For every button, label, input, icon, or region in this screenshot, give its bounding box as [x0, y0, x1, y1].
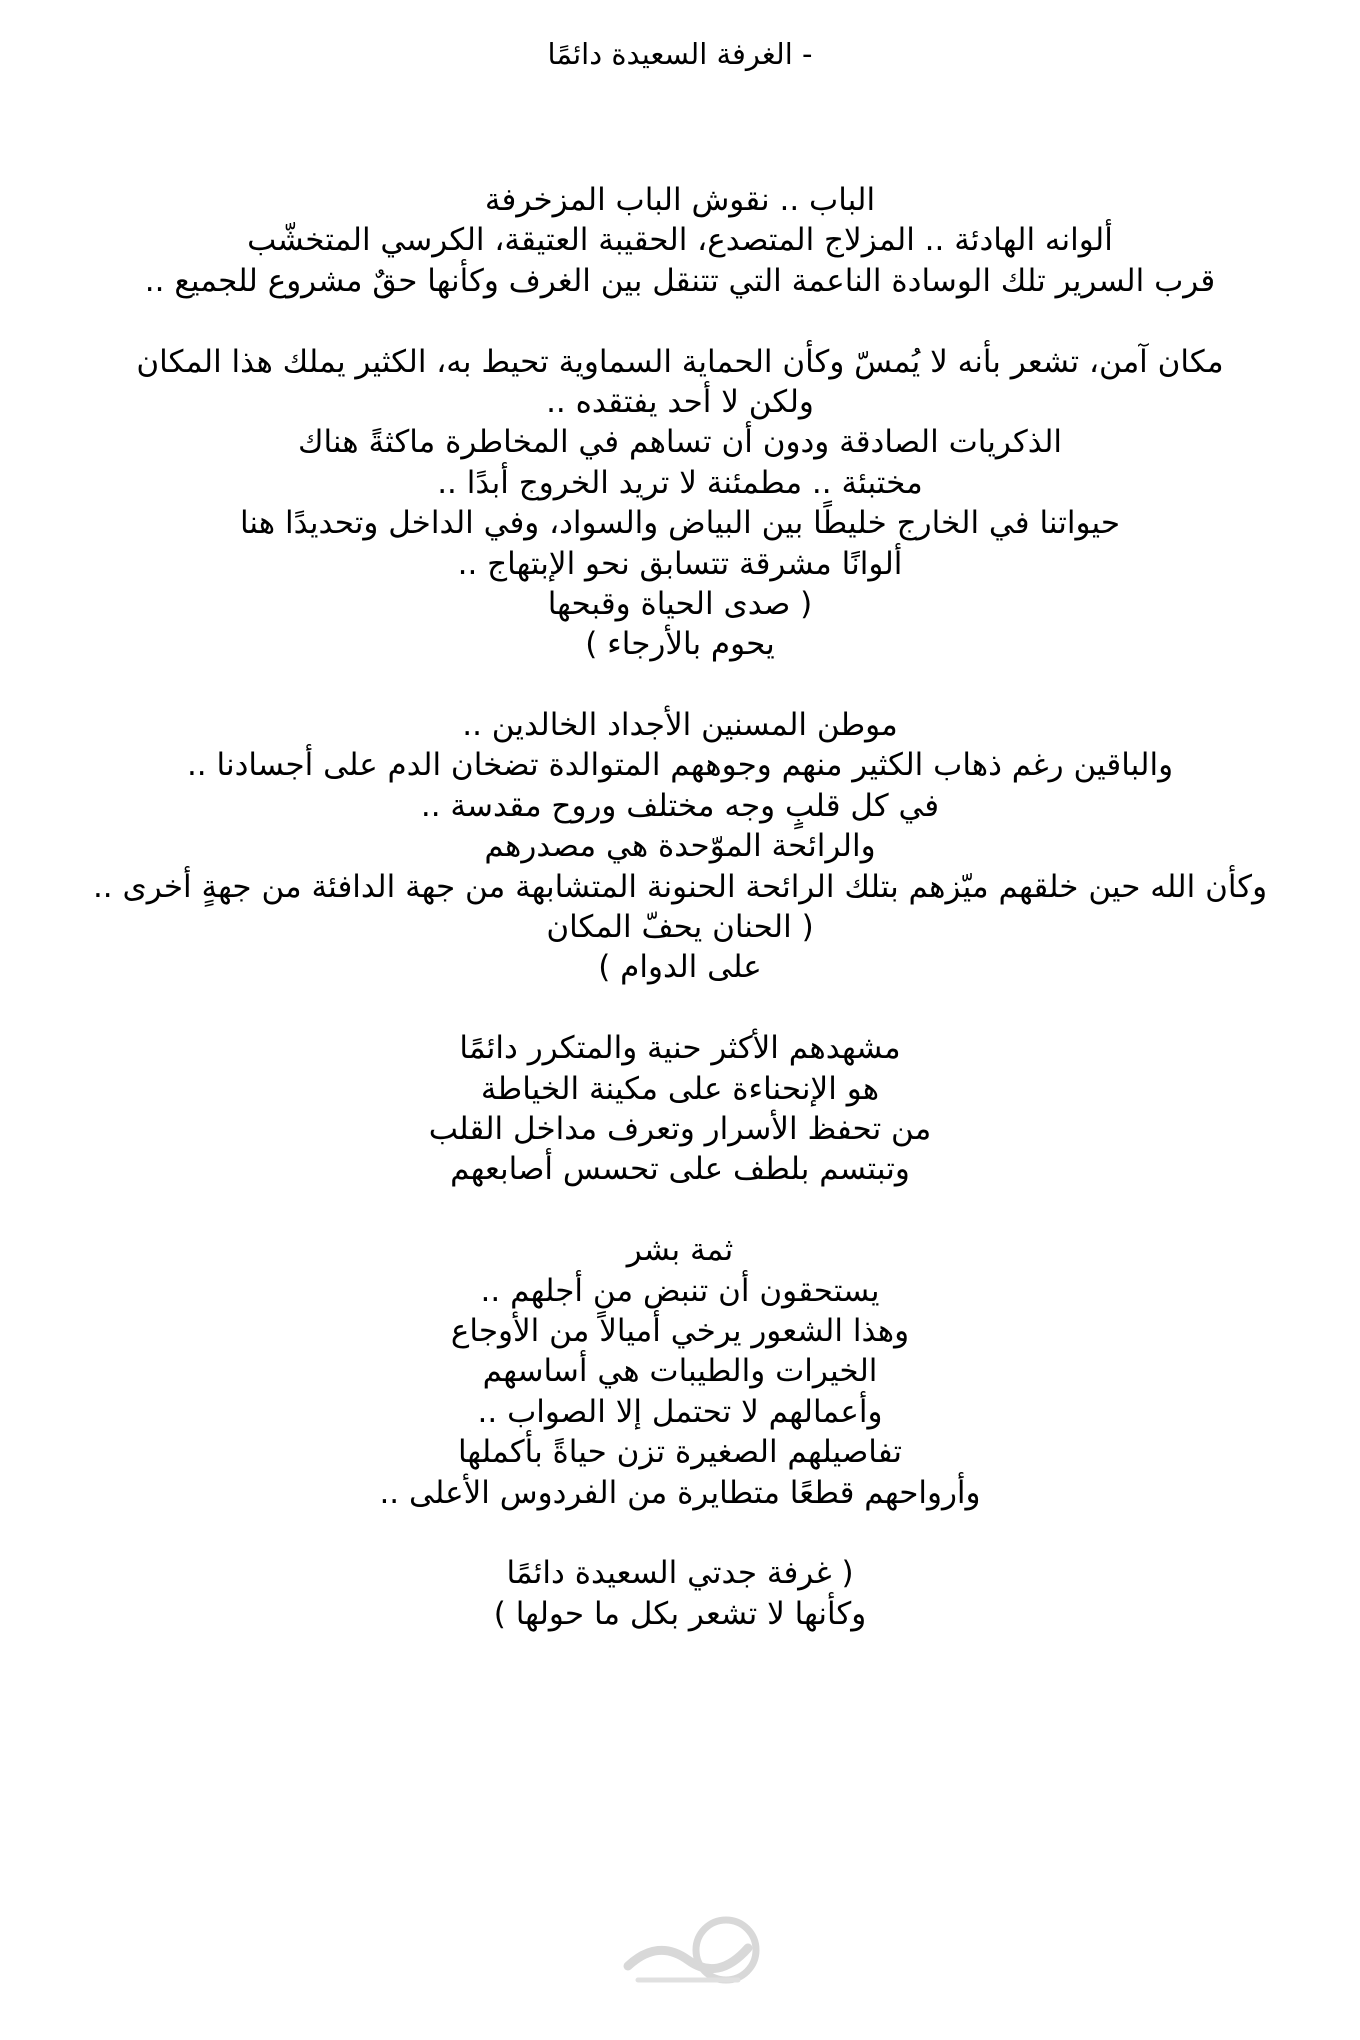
- poem-line: تفاصيلهم الصغيرة تزن حياةً بأكملها: [457, 1434, 903, 1471]
- poem-line: قرب السرير تلك الوسادة الناعمة التي تتنقل بين الغرف وكأنها حقٌ مشروع للجميع ..: [144, 262, 1216, 299]
- page-title: - الغرفة السعيدة دائمًا: [547, 37, 813, 71]
- poem-line: ولكن لا أحد يفتقده ..: [546, 383, 814, 420]
- poem-body: [40, 180, 1320, 1634]
- poem-line: الخيرات والطيبات هي أساسهم: [482, 1353, 878, 1390]
- stanza-gap: [40, 1513, 1320, 1553]
- poem-line: مكان آمن، تشعر بأنه لا يُمسّ وكأن الحماية السماوية تحيط به، الكثير يملك هذا المكان: [136, 343, 1224, 380]
- poem-line: ألوانًا مشرقة تتسابق نحو الإبتهاج ..: [457, 545, 903, 582]
- poem-line: ( صدى الحياة وقبحها: [547, 585, 813, 622]
- poem-line: والرائحة الموّحدة هي مصدرهم: [484, 828, 876, 865]
- stanza-gap: [40, 665, 1320, 705]
- poem-line: وأعمالهم لا تحتمل إلا الصواب ..: [477, 1393, 883, 1430]
- poem-line: ( الحنان يحفّ المكان: [546, 909, 814, 946]
- poem-line: هو الإنحناءة على مكينة الخياطة: [480, 1070, 880, 1107]
- poem-line: وأرواحهم قطعًا متطايرة من الفردوس الأعلى ..: [379, 1474, 981, 1511]
- poem-line: في كل قلبٍ وجه مختلف وروح مقدسة ..: [420, 787, 940, 824]
- poem-line: ثمة بشر: [626, 1232, 734, 1269]
- stanza-2: [40, 342, 1320, 665]
- poem-line: وتبتسم بلطف على تحسس أصابعهم: [450, 1151, 910, 1188]
- poem-line: حيواتنا في الخارج خليطًا بين البياض والسواد، وفي الداخل وتحديدًا هنا: [239, 505, 1121, 542]
- stanza-6: [40, 1553, 1320, 1634]
- poem-line: الذكريات الصادقة ودون أن تساهم في المخاطرة ماكثةً هناك: [297, 424, 1063, 461]
- stanza-gap: [40, 988, 1320, 1028]
- poem-line: موطن المسنين الأجداد الخالدين ..: [462, 707, 898, 744]
- poem-line: وكأن الله حين خلقهم ميّزهم بتلك الرائحة الحنونة المتشابهة من جهة الدافئة من جهةٍ أخرى ..: [92, 868, 1268, 905]
- poem-line: يحوم بالأرجاء ): [585, 626, 775, 663]
- poem-line: مختبئة .. مطمئنة لا تريد الخروج أبدًا ..: [437, 464, 923, 501]
- poem-line: وكأنها لا تشعر بكل ما حولها ): [493, 1595, 867, 1632]
- poem-line: وهذا الشعور يرخي أميالاً من الأوجاع: [450, 1312, 910, 1349]
- watermark-logo-icon: [618, 1908, 768, 1998]
- stanza-1: [40, 180, 1320, 301]
- stanza-gap: [40, 1190, 1320, 1230]
- stanza-gap: [40, 301, 1320, 341]
- poem-line: يستحقون أن تنبض من أجلهم ..: [480, 1272, 880, 1309]
- poem-line: من تحفظ الأسرار وتعرف مداخل القلب: [428, 1110, 932, 1147]
- stanza-4: [40, 1028, 1320, 1190]
- poem-line: مشهدهم الأكثر حنية والمتكرر دائمًا: [459, 1030, 901, 1067]
- poem-line: ( غرفة جدتي السعيدة دائمًا: [506, 1555, 854, 1592]
- poem-line: على الدوام ): [598, 949, 762, 986]
- stanza-5: [40, 1230, 1320, 1513]
- poem-line: ألوانه الهادئة .. المزلاج المتصدع، الحقيبة العتيقة، الكرسي المتخشّب: [247, 222, 1113, 259]
- poem-line: الباب .. نقوش الباب المزخرفة: [484, 182, 876, 218]
- stanza-3: [40, 705, 1320, 988]
- poem-line: والباقين رغم ذهاب الكثير منهم وجوههم المتوالدة تضخان الدم على أجسادنا ..: [186, 747, 1174, 784]
